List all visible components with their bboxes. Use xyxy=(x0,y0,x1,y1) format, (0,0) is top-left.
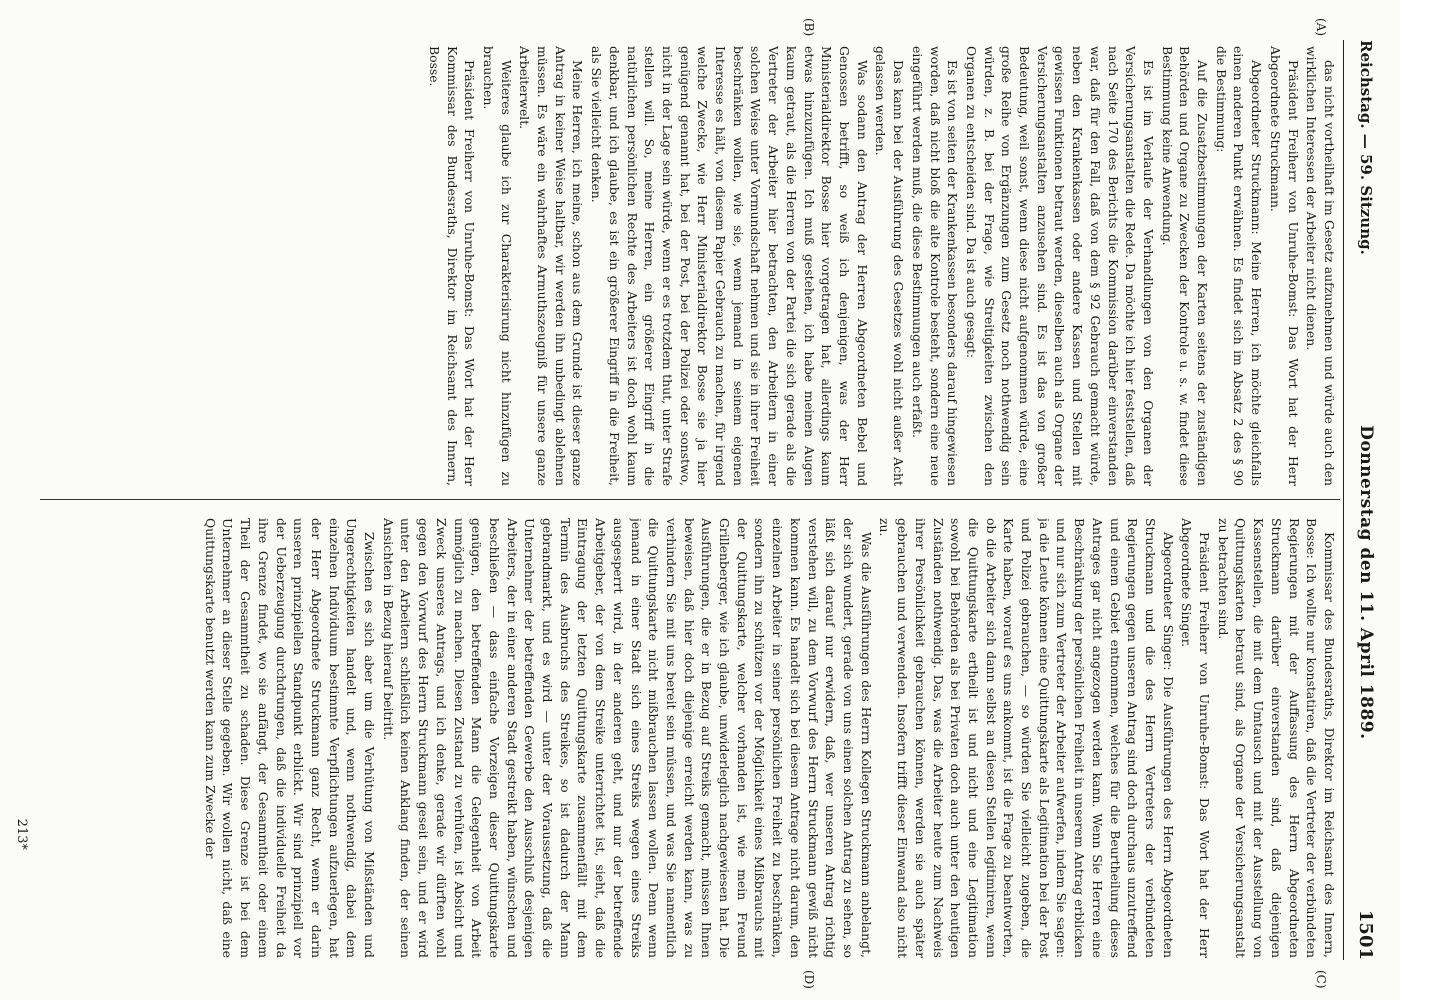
paragraph: Abgeordneter Singer: Die Ausführungen des Herrn Abgeordneten Struckmann und die des Herrn Vertreters der verbündeten Regierungen gegen unseren Antrag sind doch durchaus unzutreffend und einem Gebiet entnommen, welches für die Beurtheilung dieses Antrages gar nicht angezogen werden kann. Wenn Sie Herren eine Beschränkung der persönlichen Freiheit in unserem Antrag erblicken und nur sich zum Vertreter der Arbeiter aufwerfen, indem Sie sagen: ja die Leute können eine Quittungskarte als Legitimation bei der Post und Polizei gebrauchen, — so würden Sie vielleicht zugeben, die Karte haben, worauf es uns ankommt, ist die Frage zu beantworten, ob die Arbeiter sich dann selbst an diesen Stellen legitimiren, wenn die Quittungskarte ertheilt ist und nicht und eine Legitimation sowohl bei Behörden als bei Privaten doch auch unter den heutigen Zuständen nothwendig. Das, was die Arbeiter heute zum Nachweis ihrer Persönlichkeit gebrauchen können, werden sie auch später gebrauchen und verwenden. Insofern trifft dieser Einwand also nicht zu. xyxy=(877,518,1176,958)
margin-marker-c: (C) xyxy=(1314,970,1328,989)
paragraph: Auf die Zusatzbestimmungen der Karten seitens der zuständigen Behörden und Organe zu Zwecken der Kontrole u. s. w. findet diese Bestimmung keine Anwendung. xyxy=(1159,46,1211,486)
left-column xyxy=(40,46,1338,486)
page-header xyxy=(1346,40,1386,960)
paragraph: Präsident Freiherr von Unruhe-Bomst: Das Wort hat der Herr Kommissar des Bundesraths, Direktor im Reichsamt des Innern, Bosse. xyxy=(426,46,478,486)
paragraph: Was die Ausführungen des Herrn Kollegen Struckmann anbelangt, der sich wundert, gerade von uns einen solchen Antrag zu sehen, so läßt sich darauf nur erwidern, daß, wer unseren Antrag richtig verstehen will, zu dem Vorwurf des Herrn Struckmann gewiß nicht kommen kann. Es handelt sich bei diesem Antrage nicht darum, den einzelnen Arbeiter in seiner persönlichen Freiheit zu beschränken, sondern ihn zu schützen vor der Möglichkeit eines Mißbrauchs mit der Quittungskarte, welcher vorhanden ist, wie mein Freund Grillenberger, wie ich glaube, unwiderleglich nachgewiesen hat. Die Ausführungen, die er in Bezug auf Streiks gemacht, müssen Ihnen beweisen, daß hier doch diejenige erreicht werden kann, was zu verhindern Sie mit uns bereit sein müssen, und was Sie namentlich die Quittungskarte nicht mißbrauchen lassen wollen. Denn wenn jemand in einer Stadt sich eines Streiks wegen eines Streiks ausgesperrt wird, in der anderen geht, und nur der betreffende Arbeitgeber, der von dem Streike unterrichtet ist, sieht, daß die Eintragung der letzten Quittungskarte zusammenfällt mit dem Termin des Ausbruchs des Streikes, so ist dadurch der Mann gebrandmarkt, und es wird — unter der Voraussetzung, daß die Unternehmer der betreffenden Gewerbe den Ausschluß desjenigen Arbeiters, der in einer anderen Stadt gestreikt haben, wünschen und beschließen — dass einfache Vorzeigen dieser Quittungskarte genügen, den betreffenden Mann die Gelegenheit von Arbeit unmöglich zu machen. Diesen Zustand zu verhüten, ist Absicht und Zweck unseres Antrags, und ich denke, gerade wir dürften wohl gegen den Vorwurf des Herrn Struckmann geseit sein, und er wird unter den Arbeitern schließlich keinen Anklang finden, der seinen Ansichten in Bezug hierauf beitritt. xyxy=(380,518,874,958)
paragraph: Abgeordneter Struckmann: Meine Herren, ich möchte gleichfalls einen anderen Punkt erwähnen. Es findet sich im Absatz 2 des § 90 die Bestimmung: xyxy=(1213,46,1265,486)
paragraph: Präsident Freiherr von Unruhe-Bomst: Das Wort hat der Herr Abgeordnete Singer. xyxy=(1179,518,1213,958)
paragraph: Es ist von seiten der Krankenkassen besonders darauf hingewiesen worden, daß nicht bloß die alte Kontrole besteht, sondern eine neue eingeführt werden muß, die diese Bestimmungen auch erfaßt. xyxy=(909,46,961,486)
paragraph: Es ist im Verlaufe der Verhandlungen von den Organen der Versicherungsanstalten die Rede. Da möchte ich hier feststellen, daß nach Seite 170 des Berichts die Kommission darüber einverstanden war, daß für den Fall, daß von dem § 92 Gebrauch gemacht würde, neben den Krankenkassen oder andere Kassen und Stellen mit gewissen Funktionen betraut werden, dieselben auch als Organe der Versicherungsanstalten anzusehen sind. Es ist das von großer Bedeutung, weil sonst, wenn diese nicht aufgenommen würde, eine große Reihe von Ergänzungen zum Gesetz noch nothwendig sein würden, z. B. bei der Frage, wie Streitigkeiten zwischen den Organen zu entscheiden sind. Da ist auch gesagt: xyxy=(963,46,1156,486)
right-column xyxy=(40,518,1338,958)
paragraph: Meine Herren, ich meine, schon aus dem Grunde ist dieser ganze Antrag in keiner Weise haltbar, wir werden ihn unbedingt ablehnen müssen. Es wäre ein wahrhaftes Armuthszeugniß für unsere ganze Arbeiterwelt. xyxy=(517,46,586,486)
page-signature: 213* xyxy=(14,818,29,850)
column-divider xyxy=(40,499,1340,500)
margin-marker-a: (A) xyxy=(1314,18,1328,37)
paragraph: Weiteres glaube ich zur Charakterisirung nicht hinzufügen zu brauchen. xyxy=(480,46,514,486)
paragraph: das nicht vortheilhaft im Gesetz aufzunehmen und würde auch den wirklichen Interessen der Arbeiter nicht dienen. xyxy=(1304,46,1337,486)
paragraph: Zwischen es sich aber um die Verhütung von Mißständen und Ungerechtigkeiten handelt und, wenn nothwendig, dabei dem einzelnen Individuum bestimmte Verpflichtungen aufzuerlegen, hat der Herr Abgeordnete Struckmann ganz Recht, wenn er darin unseren prinzipiellen Standpunkt erblickt. Wir sind prinzipiell vor der Ueberzeugung durchdrungen, daß die individuelle Freiheit da ihre Grenze findet, wo sie anfängt, der Gesammtheit oder einem Theil der Gesammtheit zu schaden. Diese Grenze ist bei dem Unternehmer an dieser Stelle gegeben. Wir wollen nicht, daß eine Quittungskarte benutzt werden kann zum Zwecke der xyxy=(202,518,378,958)
session-title: Reichstag. — 59. Sitzung. xyxy=(1357,40,1375,255)
page-number: 1501 xyxy=(1355,909,1377,960)
session-date: Donnerstag den 11. April 1889. xyxy=(1356,425,1376,740)
paragraph: Das kann bei der Ausführung des Gesetzes wohl nicht außer Acht gelassen werden. xyxy=(873,46,907,486)
paragraph: Kommissar des Bundesraths, Direktor im Reichsamt des Innern, Bosse: Ich wollte nur konstatiren, daß die Vertreter der verbündeten Regierungen mit der Auffassung des Herrn Abgeordneten Struckmann darüber einverstanden sind, daß diejenigen Kassenstellen, die mit dem Umtausch und mit der Ausstellung von Quittungskarten betraut sind, als Organe der Versicherungsanstalt zu betrachten sind. xyxy=(1215,518,1337,958)
paragraph: Präsident Freiherr von Unruhe-Bomst: Das Wort hat der Herr Abgeordnete Struckmann. xyxy=(1267,46,1301,486)
margin-marker-d: (D) xyxy=(802,970,816,989)
margin-marker-b: (B) xyxy=(802,18,816,37)
header-rule xyxy=(1343,40,1344,960)
paragraph: Was sodann den Antrag der Herren Abgeordneten Bebel und Genossen betrifft, so weiß ich denjenigen, was der Herr Ministerialdirektor Bosse hier vorgetragen hat, allerdings kaum etwas hinzuzufügen. Ich muß gestehen, ich habe meinen Augen kaum getraut, als die Herren von der Partei die sich gerade als die Vertreter der Arbeiter hier betrachten, den Arbeitern in einer solchen Weise unter Vormundschaft nehmen und sie in ihrer Freiheit beschränken wollen, wie sie, wenn jemand in seinem eigenen Interesse es hält, von diesem Papier Gebrauch zu machen, für irgend welche Zwecke, wie Herr Ministerialdirektor Bosse sie ja hier genügend genannt hat, bei der Post, bei der Polizei oder sonstwo, nicht in der Lage sein würde, wenn er es trotzdem thut, unter Strafe stellen will. So, meine Herren, ein größerer Eingriff in die natürlichen persönlichen Rechte des Arbeiters ist doch wohl kaum denkbar, und ich glaube, es ist ein größerer Eingriff in die Freiheit, als Sie vielleicht denken. xyxy=(589,46,870,486)
